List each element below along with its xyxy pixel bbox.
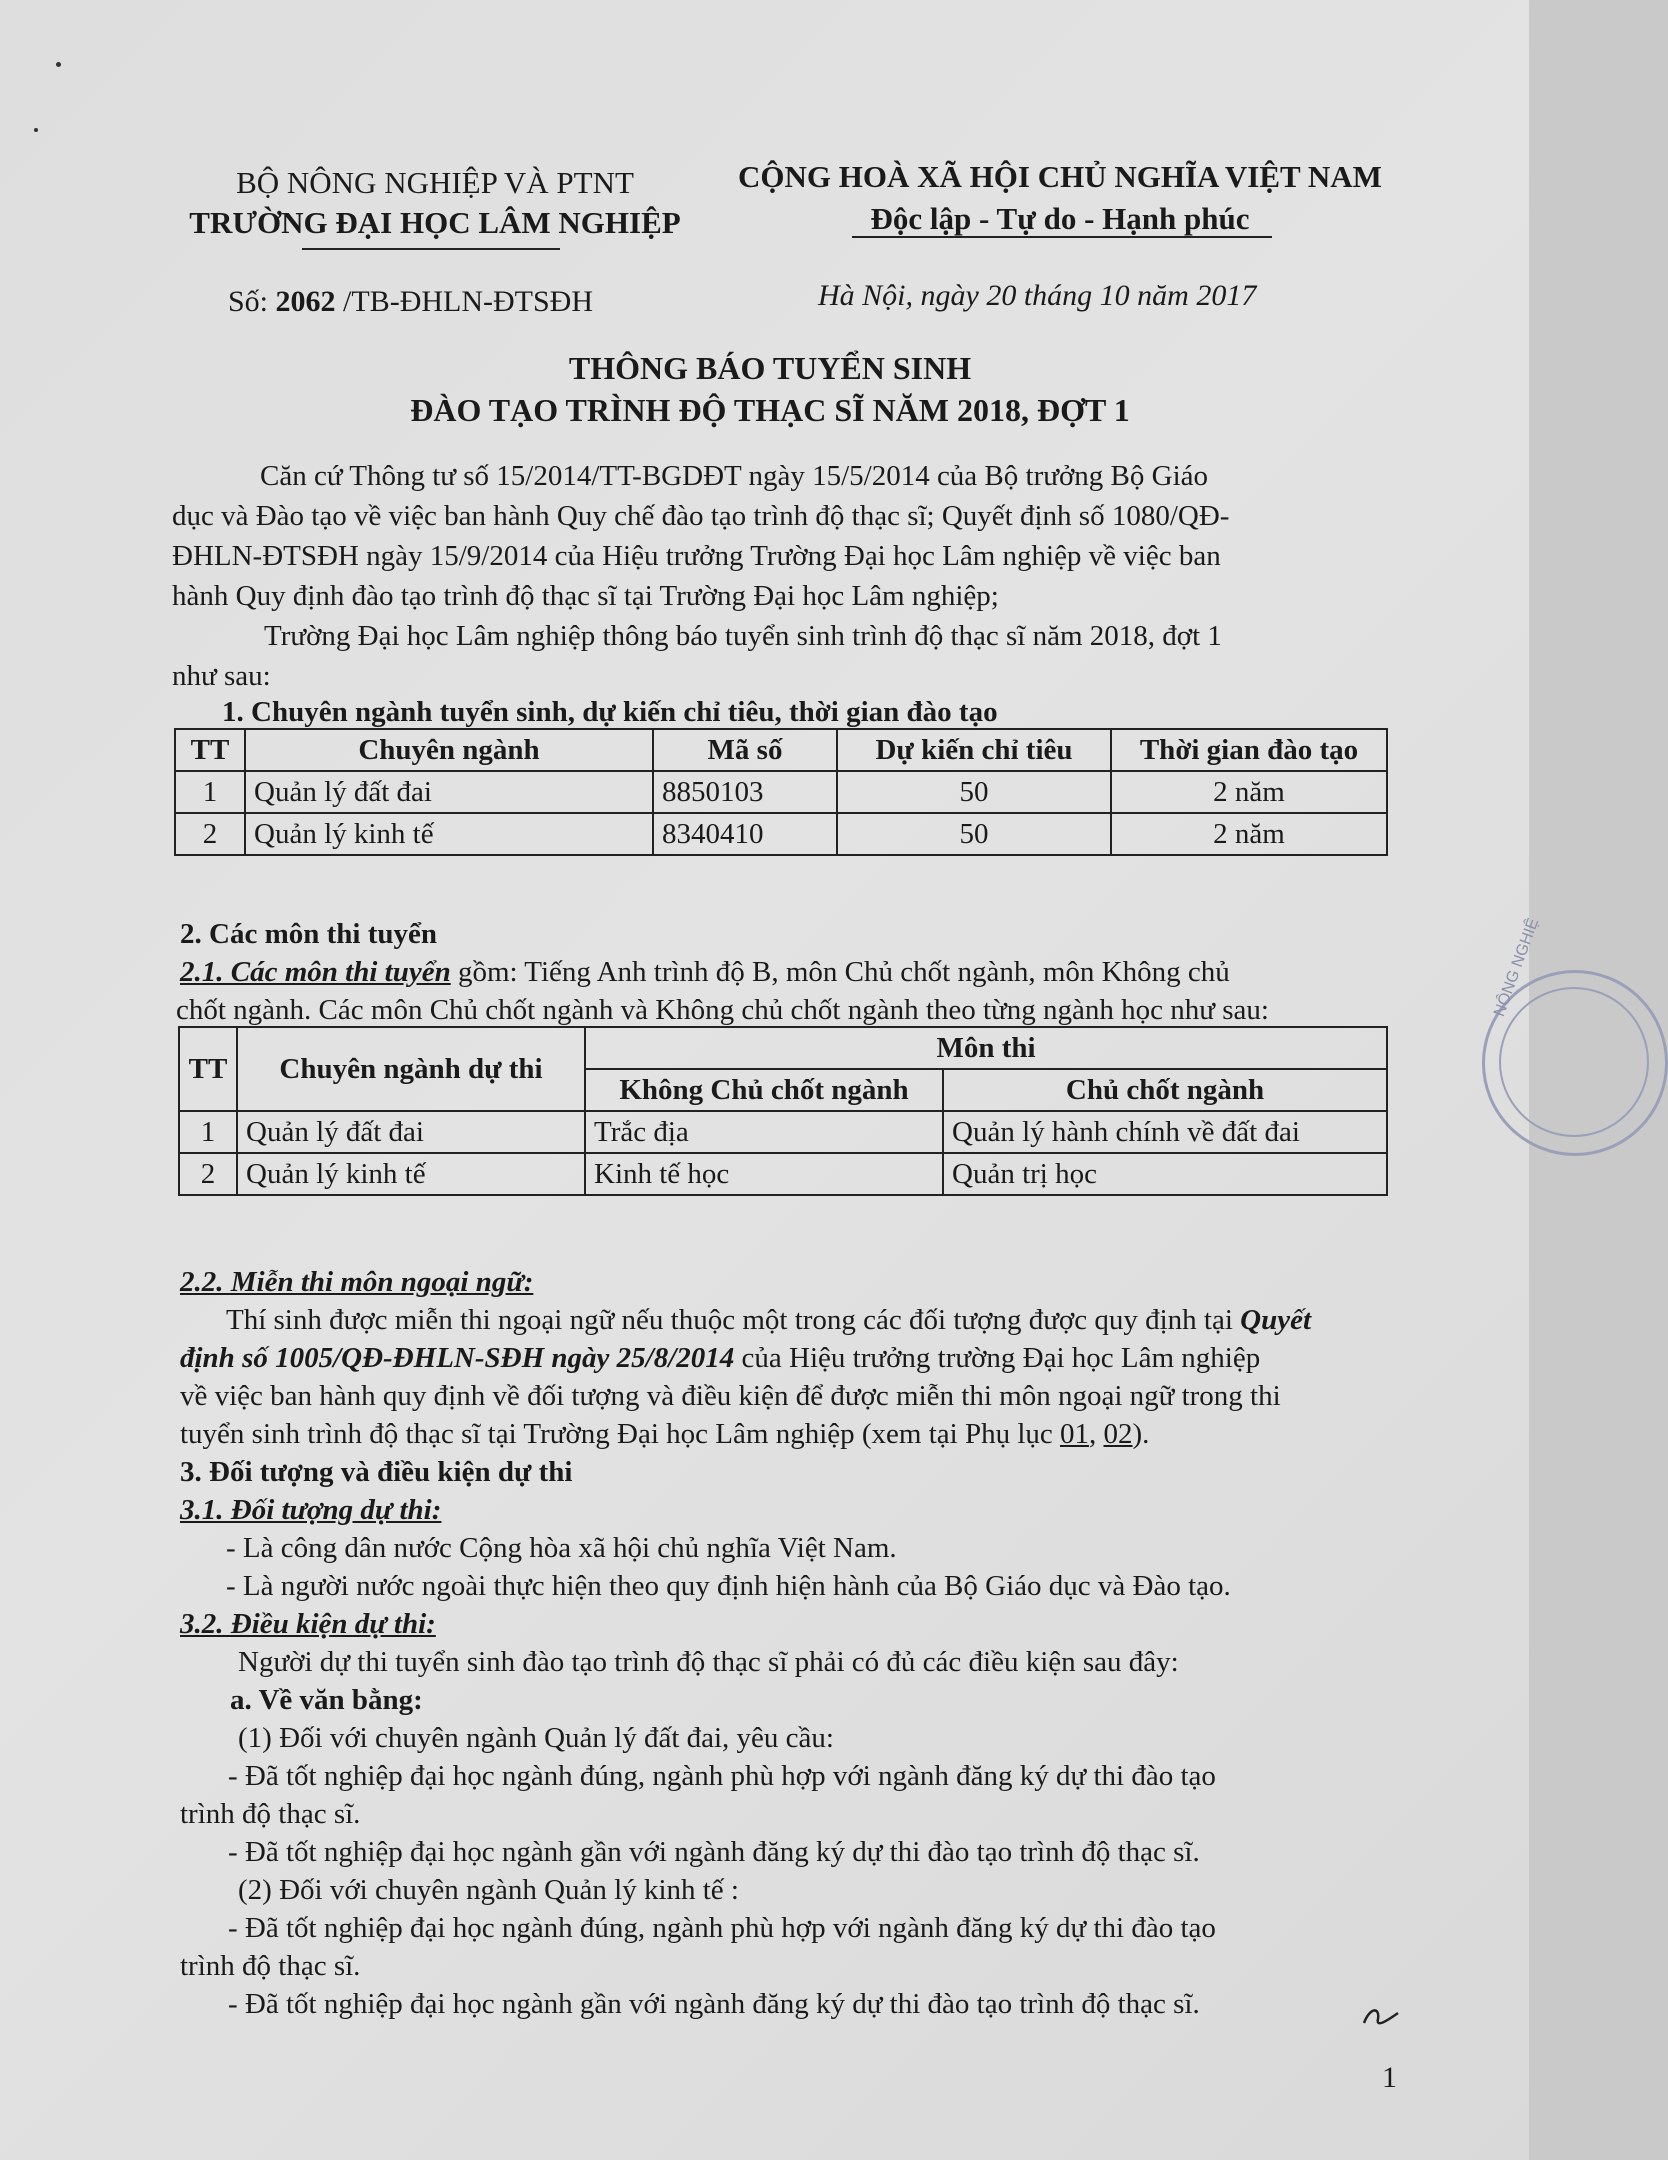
degree-heading: a. Về văn bằng: bbox=[230, 1684, 423, 1716]
intro-line: Trường Đại học Lâm nghiệp thông báo tuyển sinh trình độ thạc sĩ năm 2018, đợt 1 bbox=[264, 620, 1222, 652]
speck bbox=[34, 128, 38, 132]
republic-name: CỘNG HOÀ XÃ HỘI CHỦ NGHĨA VIỆT NAM bbox=[738, 159, 1382, 194]
appendix-link-01[interactable]: 01 bbox=[1060, 1418, 1089, 1450]
list-item: - Là công dân nước Cộng hòa xã hội chủ nghĩa Việt Nam. bbox=[226, 1532, 897, 1564]
col-tt: TT bbox=[179, 1027, 237, 1111]
cell-tt: 2 bbox=[179, 1153, 237, 1195]
sub2-line1: Thí sinh được miễn thi ngoại ngữ nếu thuộc một trong các đối tượng được quy định tại Quyết bbox=[226, 1304, 1312, 1336]
list-item: trình độ thạc sĩ. bbox=[180, 1798, 361, 1830]
title-line2: ĐÀO TẠO TRÌNH ĐỘ THẠC SĨ NĂM 2018, ĐỢT 1 bbox=[410, 392, 1130, 428]
list-item: (1) Đối với chuyên ngành Quản lý đất đai, yêu cầu: bbox=[238, 1722, 834, 1754]
col-exam: Môn thi bbox=[585, 1027, 1387, 1069]
table-row bbox=[175, 771, 1387, 813]
appendix-link-02[interactable]: 02 bbox=[1103, 1418, 1133, 1450]
cell-major: Quản lý đất đai bbox=[237, 1111, 585, 1153]
cell-non-core: Trắc địa bbox=[585, 1111, 943, 1153]
table-row bbox=[175, 813, 1387, 855]
cell-quota: 50 bbox=[837, 813, 1111, 855]
list-item: - Đã tốt nghiệp đại học ngành gần với ngành đăng ký dự thi đào tạo trình độ thạc sĩ. bbox=[228, 1988, 1200, 2020]
sub2-intro: Người dự thi tuyển sinh đào tạo trình độ thạc sĩ phải có đủ các điều kiện sau đây: bbox=[238, 1646, 1179, 1678]
initial-mark bbox=[1362, 2000, 1400, 2037]
cell-tt: 2 bbox=[175, 813, 245, 855]
table-header-row bbox=[179, 1027, 1387, 1069]
seal-stamp bbox=[1482, 916, 1668, 1156]
quota-table bbox=[174, 728, 1388, 856]
col-duration: Thời gian đào tạo bbox=[1111, 729, 1387, 771]
table-header-row bbox=[175, 729, 1387, 771]
document-number: Số: 2062 /TB-ĐHLN-ĐTSĐH bbox=[228, 285, 594, 318]
intro-line: như sau: bbox=[172, 660, 271, 692]
col-tt: TT bbox=[175, 729, 245, 771]
intro-line: Căn cứ Thông tư số 15/2014/TT-BGDĐT ngày 15/5/2014 của Bộ trưởng Bộ Giáo bbox=[260, 460, 1209, 492]
section2-sub1-line2: chốt ngành. Các môn Chủ chốt ngành và Không chủ chốt ngành theo từng ngành học như sau: bbox=[176, 994, 1269, 1026]
sub1-label: 2.1. Các môn thi tuyển bbox=[180, 956, 451, 988]
section3-sub2-label: 3.2. Điều kiện dự thi: bbox=[180, 1608, 436, 1640]
university-name: TRƯỜNG ĐẠI HỌC LÂM NGHIỆP bbox=[189, 205, 681, 240]
signature-mark-icon bbox=[1362, 2003, 1400, 2029]
cell-tt: 1 bbox=[175, 771, 245, 813]
list-item: - Đã tốt nghiệp đại học ngành gần với ngành đăng ký dự thi đào tạo trình độ thạc sĩ. bbox=[228, 1836, 1200, 1868]
col-major: Chuyên ngành dự thi bbox=[237, 1027, 585, 1111]
cell-duration: 2 năm bbox=[1111, 813, 1387, 855]
section2-sub1 bbox=[180, 952, 1230, 992]
sub2-line4: tuyển sinh trình độ thạc sĩ tại Trường Đại học Lâm nghiệp (xem tại Phụ lục 01, 02). bbox=[180, 1418, 1150, 1450]
section3-sub1-label: 3.1. Đối tượng dự thi: bbox=[180, 1494, 442, 1526]
cell-major: Quản lý đất đai bbox=[245, 771, 653, 813]
cell-core: Quản lý hành chính về đất đai bbox=[943, 1111, 1387, 1153]
cell-major: Quản lý kinh tế bbox=[245, 813, 653, 855]
ministry-name: BỘ NÔNG NGHIỆP VÀ PTNT bbox=[236, 165, 634, 200]
table-row bbox=[179, 1111, 1387, 1153]
col-core: Chủ chốt ngành bbox=[943, 1069, 1387, 1111]
intro-line: dục và Đào tạo về việc ban hành Quy chế đào tạo trình độ thạc sĩ; Quyết định số 1080/QĐ- bbox=[172, 500, 1230, 532]
university-underline bbox=[302, 248, 560, 250]
col-code: Mã số bbox=[653, 729, 837, 771]
section1-heading: 1. Chuyên ngành tuyển sinh, dự kiến chỉ tiêu, thời gian đào tạo bbox=[222, 696, 998, 728]
cell-non-core: Kinh tế học bbox=[585, 1153, 943, 1195]
cell-code: 8850103 bbox=[653, 771, 837, 813]
intro-line: ĐHLN-ĐTSĐH ngày 15/9/2014 của Hiệu trưởng Trường Đại học Lâm nghiệp về việc ban bbox=[172, 540, 1221, 572]
list-item: - Đã tốt nghiệp đại học ngành đúng, ngành phù hợp với ngành đăng ký dự thi đào tạo bbox=[228, 1760, 1216, 1792]
list-item: - Là người nước ngoài thực hiện theo quy định hiện hành của Bộ Giáo dục và Đào tạo. bbox=[226, 1570, 1231, 1602]
section3-heading: 3. Đối tượng và điều kiện dự thi bbox=[180, 1456, 573, 1488]
list-item: trình độ thạc sĩ. bbox=[180, 1950, 361, 1982]
issue-date: Hà Nội, ngày 20 tháng 10 năm 2017 bbox=[818, 279, 1257, 312]
section2-heading: 2. Các môn thi tuyển bbox=[180, 918, 437, 950]
speck bbox=[56, 62, 61, 67]
col-quota: Dự kiến chỉ tiêu bbox=[837, 729, 1111, 771]
seal-text: NÔNG NGHIỆ bbox=[1491, 916, 1543, 1019]
sub2-line3: về việc ban hành quy định về đối tượng và điều kiện để được miễn thi môn ngoại ngữ trong thi bbox=[180, 1380, 1281, 1412]
cell-core: Quản trị học bbox=[943, 1153, 1387, 1195]
sub1-text: gồm: Tiếng Anh trình độ B, môn Chủ chốt ngành, môn Không chủ bbox=[450, 956, 1230, 988]
title-line1: THÔNG BÁO TUYỂN SINH bbox=[568, 350, 972, 386]
cell-duration: 2 năm bbox=[1111, 771, 1387, 813]
cell-code: 8340410 bbox=[653, 813, 837, 855]
table-row bbox=[179, 1153, 1387, 1195]
cell-quota: 50 bbox=[837, 771, 1111, 813]
exam-table bbox=[178, 1026, 1388, 1196]
seal-inner-ring bbox=[1499, 987, 1649, 1137]
cell-major: Quản lý kinh tế bbox=[237, 1153, 585, 1195]
cell-tt: 1 bbox=[179, 1111, 237, 1153]
motto-underline bbox=[852, 236, 1272, 238]
sub2-line2: định số 1005/QĐ-ĐHLN-SĐH ngày 25/8/2014 của Hiệu trưởng trường Đại học Lâm nghiệp bbox=[180, 1342, 1261, 1374]
intro-line: hành Quy định đào tạo trình độ thạc sĩ tại Trường Đại học Lâm nghiệp; bbox=[172, 580, 999, 612]
list-item: - Đã tốt nghiệp đại học ngành đúng, ngành phù hợp với ngành đăng ký dự thi đào tạo bbox=[228, 1912, 1216, 1944]
col-major: Chuyên ngành bbox=[245, 729, 653, 771]
section2-sub2-label: 2.2. Miễn thi môn ngoại ngữ: bbox=[180, 1266, 534, 1298]
list-item: (2) Đối với chuyên ngành Quản lý kinh tế : bbox=[238, 1874, 739, 1906]
motto: Độc lập - Tự do - Hạnh phúc bbox=[870, 201, 1250, 236]
page-number: 1 bbox=[1382, 2061, 1397, 2094]
col-non-core: Không Chủ chốt ngành bbox=[585, 1069, 943, 1111]
